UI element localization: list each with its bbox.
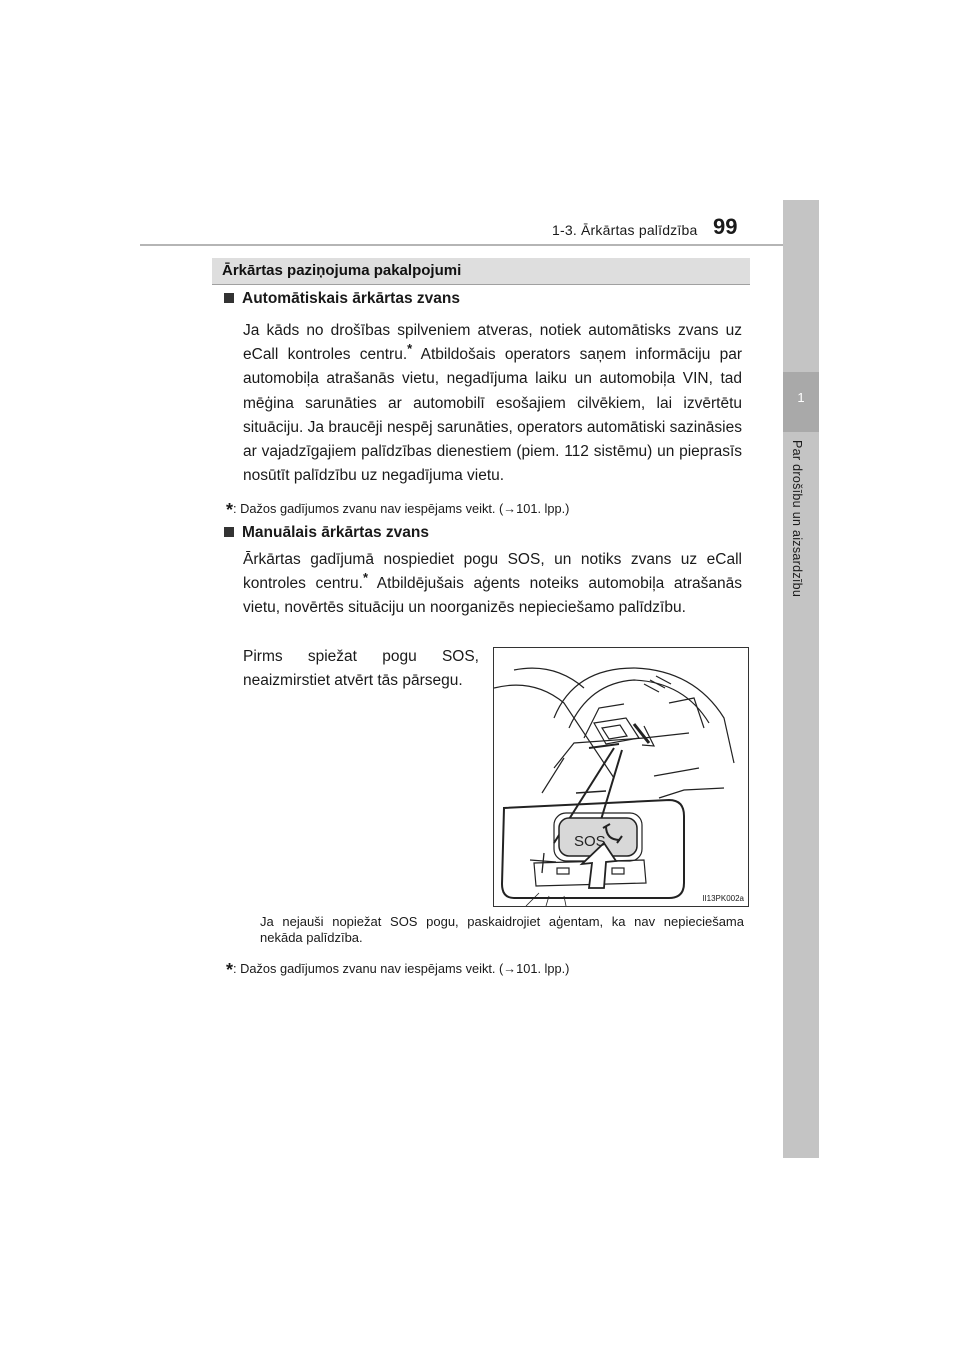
figure-code: II13PK002a [702,894,744,903]
footnote-star: * [362,570,368,586]
auto-call-footnote [226,497,569,518]
manual-call-heading [224,524,429,542]
manual-call-text-1: Ārkārtas gadījumā nospiediet pogu SOS, un notiks zvans uz eCall kontroles centru. [243,551,742,593]
section-title: Ārkārtas paziņojuma pakalpojumi [222,262,462,279]
manual-call-text-2: Atbildējušais aģents noteiks automobiļa atrašanās vietu, novērtēs situāciju un noorganizēs nepieciešamo palīdzību. [243,575,742,617]
cover-note-text: Pirms spiežat pogu SOS, neaizmirstiet atvērt tās pārsegu. [243,648,479,690]
section-heading-bar [212,258,750,285]
running-header: 1-3. Ārkārtas palīdzība [552,222,698,238]
cover-note-paragraph [243,645,479,693]
square-bullet-icon [224,293,234,303]
footnote-star: * [407,341,413,357]
footnote-text: : Dažos gadījumos zvanu nav iespējams veikt. (→101. lpp.) [233,501,570,516]
chapter-tab [783,200,819,1158]
auto-call-heading [224,290,460,308]
figure-caption: Ja nejauši nopiežat SOS pogu, paskaidrojiet aģentam, ka nav nepieciešama nekāda palīdzība. [260,914,744,945]
sos-button-illustration [493,647,749,907]
footnote-mark: * [226,960,234,980]
auto-call-text-2: Atbildošais operators saņem informāciju par automobiļa atrašanās vietu, negadījuma laiku un automobiļa VIN, tad mēģina sarunāties ar automobilī esošajiem cilvēkiem, lai izvērtētu situāciju. Ja braucēji nespēj sarunāties, operators automātiski sazināsies ar vajadzīgajiem palīdzības dienestiem (piem. 112 sistēmu) un pieprasīs nosūtīt palīdzību uz negadījuma vietu. [243,346,742,485]
chapter-number: 1 [797,390,805,405]
overhead-console-drawing [494,648,748,906]
auto-call-heading-text: Automātiskais ārkārtas zvans [242,290,460,307]
sos-label: SOS [574,833,606,850]
auto-call-text-1: Ja kāds no drošības spilveniem atveras, notiek automātisks zvans uz eCall kontroles centru. [243,322,742,364]
manual-call-footnote [226,957,569,978]
manual-call-heading-text: Manuālais ārkārtas zvans [242,524,429,541]
header-rule [140,244,818,246]
footnote-mark: * [226,500,234,520]
square-bullet-icon [224,527,234,537]
footnote-text: : Dažos gadījumos zvanu nav iespējams veikt. (→101. lpp.) [233,961,570,976]
manual-call-paragraph [243,548,742,621]
auto-call-paragraph [243,319,742,488]
page-number: 99 [713,214,738,239]
chapter-title: Par drošību un aizsardzību [790,440,804,598]
